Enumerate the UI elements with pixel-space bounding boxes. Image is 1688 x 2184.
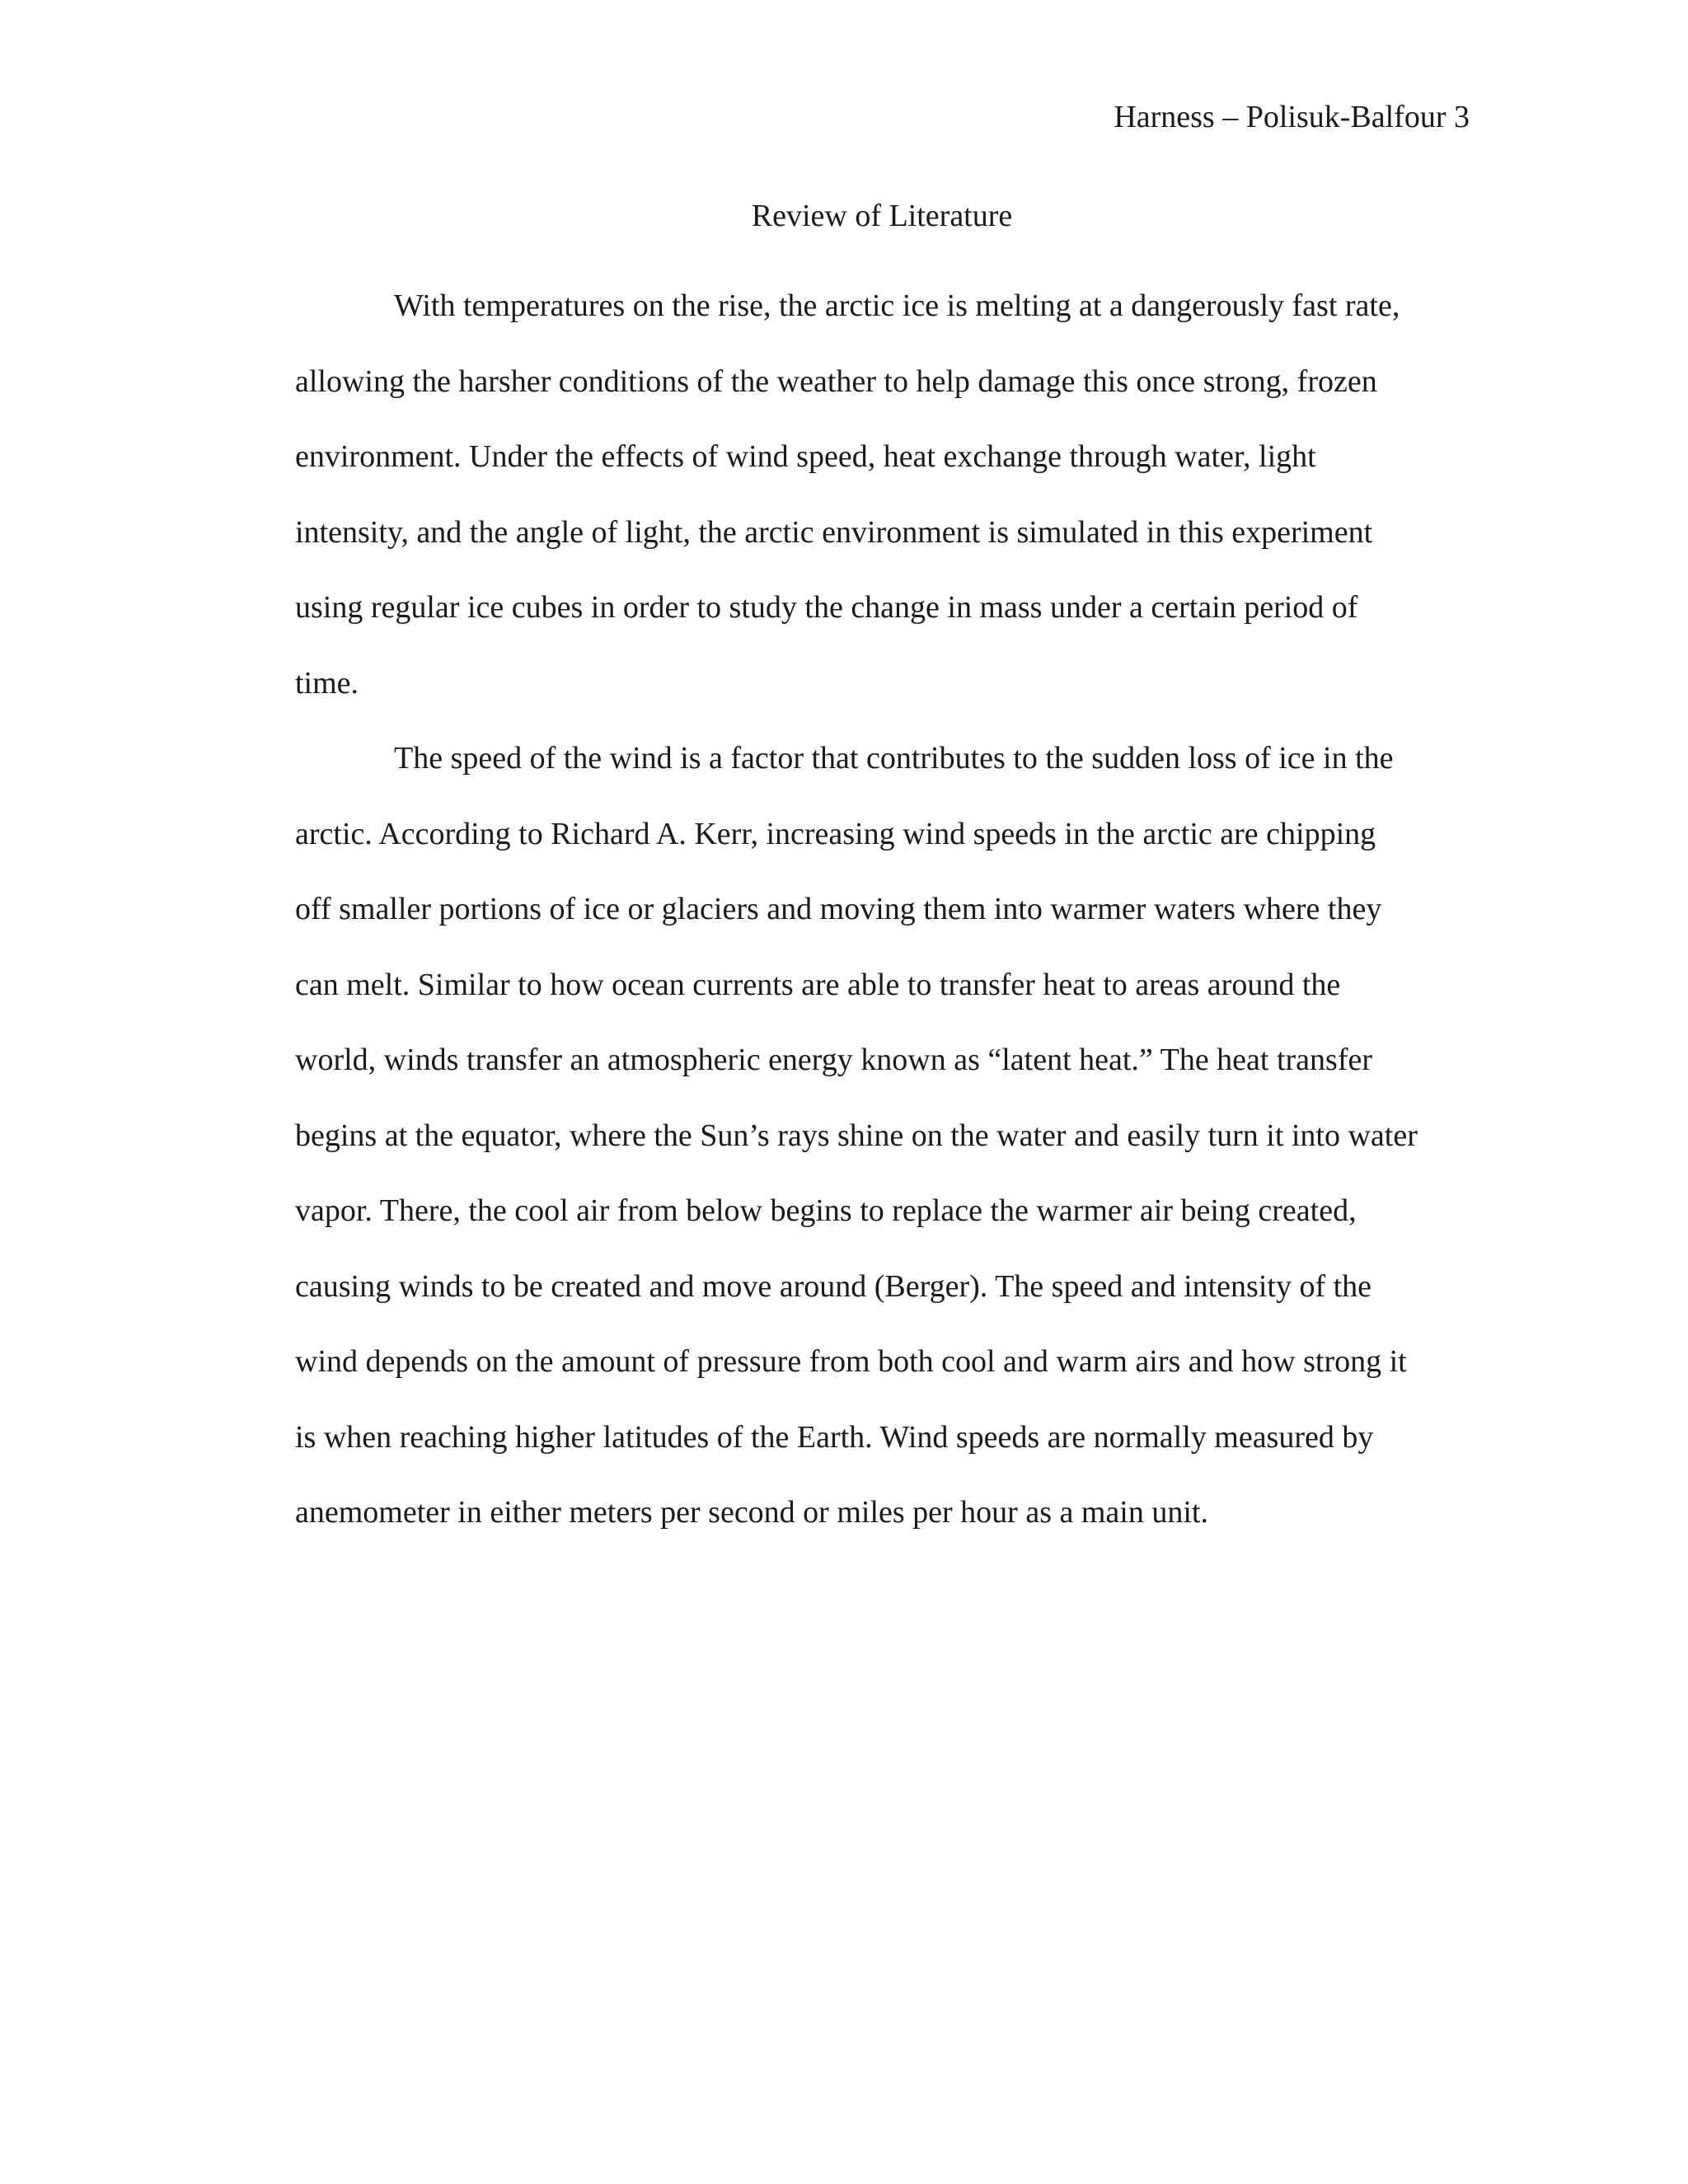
paragraph-1-line-5: using regular ice cubes in order to study the change in mass under a certain period of (295, 590, 1358, 625)
paragraph-1-line-3: environment. Under the effects of wind speed, heat exchange through water, light (295, 439, 1316, 474)
paragraph-2-line-2: arctic. According to Richard A. Kerr, increasing wind speeds in the arctic are chipping (295, 816, 1376, 851)
paragraph-2-line-6: begins at the equator, where the Sun’s rays shine on the water and easily turn it into water (295, 1118, 1418, 1153)
paragraph-1-line-2: allowing the harsher conditions of the weather to help damage this once strong, frozen (295, 363, 1377, 399)
paragraph-1-line-4: intensity, and the angle of light, the arctic environment is simulated in this experiment (295, 514, 1373, 550)
paragraph-2-line-1: The speed of the wind is a factor that contributes to the sudden loss of ice in the (394, 741, 1394, 776)
paragraph-2-line-5: world, winds transfer an atmospheric energy known as “latent heat.” The heat transfer (295, 1043, 1373, 1077)
body-text (295, 269, 1474, 1551)
paragraph-2-line-11: anemometer in either meters per second or miles per hour as a main unit. (295, 1495, 1208, 1530)
paragraph-2-line-9: wind depends on the amount of pressure from both cool and warm airs and how strong it (295, 1344, 1407, 1379)
running-head: Harness – Polisuk-Balfour 3 (1114, 100, 1470, 134)
paragraph-2-line-3: off smaller portions of ice or glaciers and moving them into warmer waters where they (295, 892, 1382, 926)
paragraph-2-line-4: can melt. Similar to how ocean currents are able to transfer heat to areas around the (295, 967, 1341, 1002)
paragraph-2-line-7: vapor. There, the cool air from below begins to replace the warmer air being created, (295, 1193, 1357, 1228)
paragraph-1-line-1: With temperatures on the rise, the arctic ice is melting at a dangerously fast rate, (394, 288, 1400, 323)
paragraph-1-line-6: time. (295, 665, 359, 701)
paragraph-2-line-8: causing winds to be created and move around (Berger). The speed and intensity of the (295, 1268, 1372, 1304)
paragraph-2-line-10: is when reaching higher latitudes of the Earth. Wind speeds are normally measured by (295, 1419, 1374, 1455)
section-heading: Review of Literature (751, 199, 1013, 233)
